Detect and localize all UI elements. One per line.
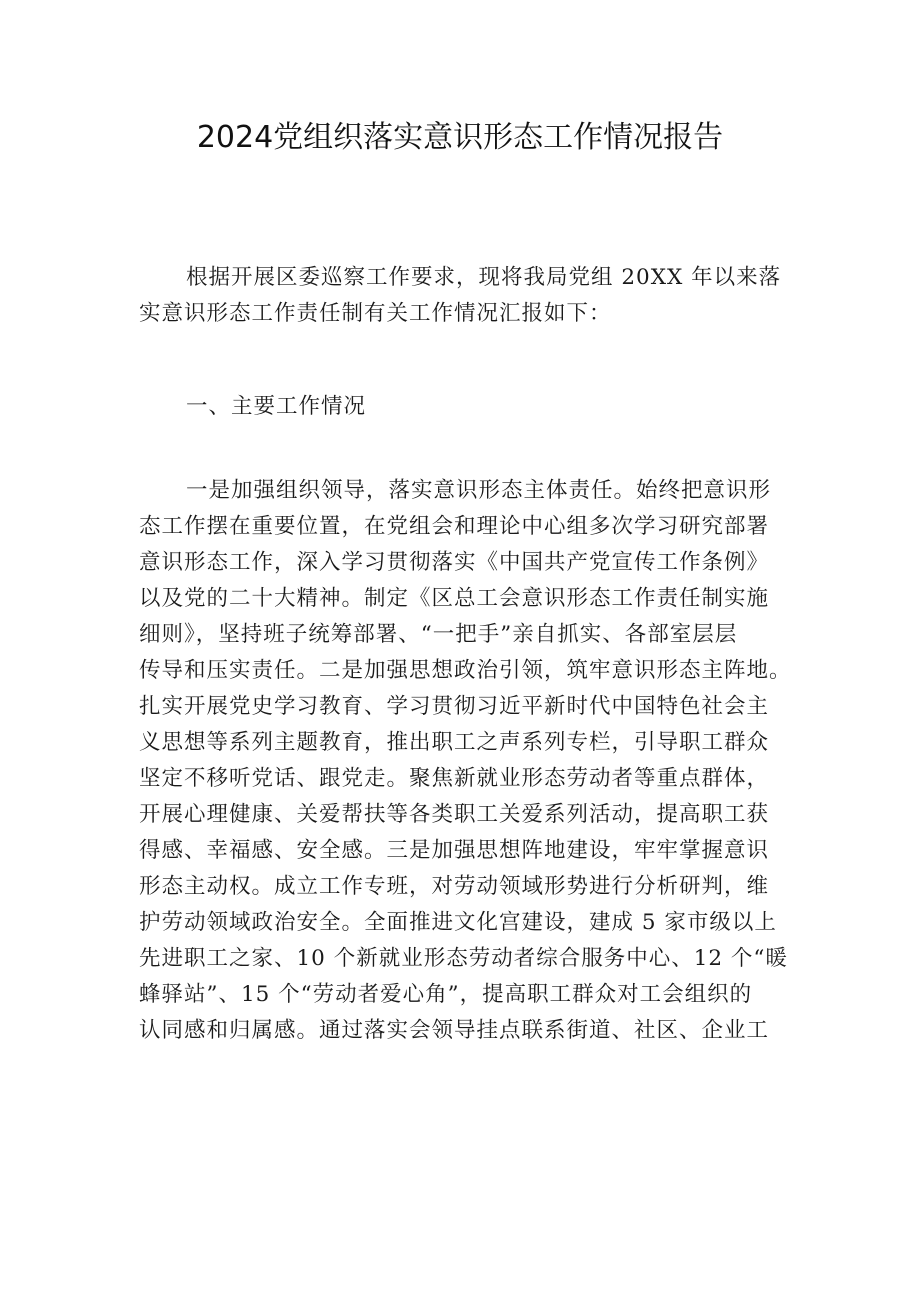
- body-line: 坚定不移听党话、跟党走。聚焦新就业形态劳动者等重点群体，: [139, 766, 770, 791]
- body-line: 蜂驿站”、15 个“劳动者爱心角”，提高职工群众对工会组织的: [139, 982, 753, 1007]
- body-line: 一是加强组织领导，落实意识形态主体责任。始终把意识形: [186, 478, 772, 503]
- body-line: 认同感和归属感。通过落实会领导挂点联系街道、社区、企业工: [139, 1018, 770, 1043]
- body-line: 形态主动权。成立工作专班，对劳动领域形势进行分析研判，维: [139, 874, 770, 899]
- intro-line: 实意识形态工作责任制有关工作情况汇报如下：: [139, 301, 612, 326]
- body-line: 传导和压实责任。二是加强思想政治引领，筑牢意识形态主阵地。: [139, 658, 792, 683]
- body-line: 先进职工之家、10 个新就业形态劳动者综合服务中心、12 个“暖: [139, 946, 788, 971]
- body-paragraph: [139, 473, 792, 1049]
- body-line: 扎实开展党史学习教育、学习贯彻习近平新时代中国特色社会主: [139, 694, 770, 719]
- section-heading-text: 一、主要工作情况: [186, 394, 367, 419]
- body-line: 态工作摆在重要位置，在党组会和理论中心组多次学习研究部署: [139, 514, 770, 539]
- body-line: 义思想等系列主题教育，推出职工之声系列专栏，引导职工群众: [139, 730, 770, 755]
- body-line: 意识形态工作，深入学习贯彻落实《中国共产党宣传工作条例》: [139, 550, 770, 575]
- body-line: 细则》，坚持班子统筹部署、“一把手”亲自抓实、各部室层层: [139, 622, 738, 647]
- section-heading: [139, 389, 787, 425]
- body-line: 护劳动领域政治安全。全面推进文化宫建设，建成 5 家市级以上: [139, 910, 777, 935]
- body-line: 开展心理健康、关爱帮扶等各类职工关爱系列活动，提高职工获: [139, 802, 770, 827]
- body-line: 得感、幸福感、安全感。三是加强思想阵地建设，牢牢掌握意识: [139, 838, 770, 863]
- body-line: 以及党的二十大精神。制定《区总工会意识形态工作责任制实施: [139, 586, 770, 611]
- document-title: 2024党组织落实意识形态工作情况报告: [196, 120, 724, 155]
- intro-line: 根据开展区委巡察工作要求，现将我局党组 20XX 年以来落: [186, 265, 782, 290]
- intro-paragraph: [139, 260, 787, 332]
